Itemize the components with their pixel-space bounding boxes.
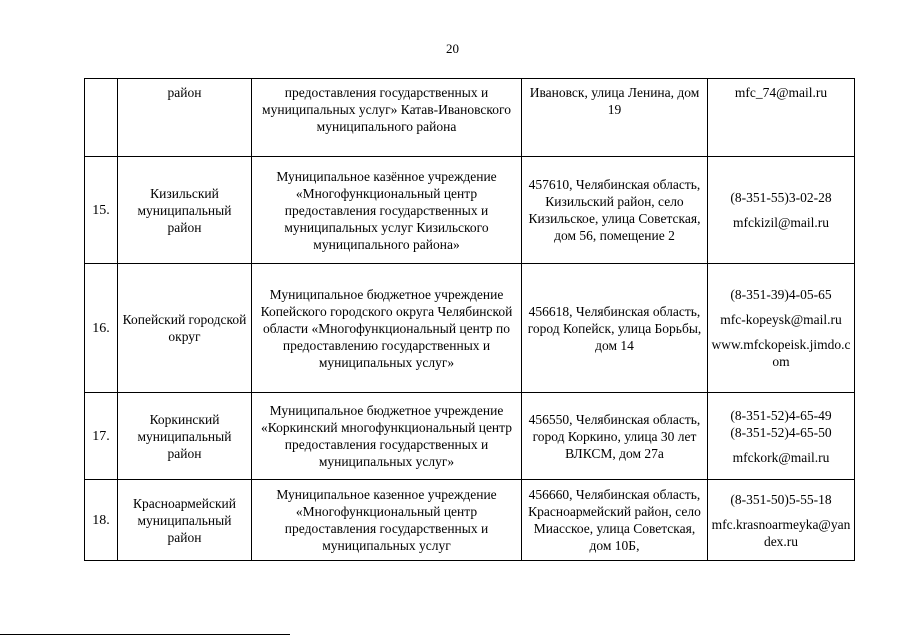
contacts [708, 79, 855, 157]
phone: (8-351-52)4-65-49 [730, 407, 832, 423]
address: Ивановск, улица Ленина, дом 19 [522, 79, 708, 157]
contacts [708, 393, 855, 480]
table-row [85, 393, 855, 480]
phone: (8-351-52)4-65-50 [730, 424, 832, 440]
table-row [85, 480, 855, 561]
district-name: Коркинский муниципальный район [118, 393, 252, 480]
row-number [85, 79, 118, 157]
table-row [85, 79, 855, 157]
address: 457610, Челябинская область, Кизильский район, село Кизильское, улица Советская, дом 56, помещение 2 [522, 157, 708, 264]
address: 456660, Челябинская область, Красноармейский район, село Миасское, улица Советская, дом 10Б, [522, 480, 708, 561]
email: mfc-kopeysk@mail.ru [720, 312, 842, 327]
page-number: 20 [446, 41, 459, 56]
phone: (8-351-39)4-05-65 [730, 287, 832, 302]
email: mfc_74@mail.ru [734, 85, 828, 100]
contacts [708, 157, 855, 264]
contacts [708, 264, 855, 393]
organization-name: Муниципальное казённое учреждение «Многофункциональный центр предоставления государственных и муниципальных услуг Кизильского муниципального района» [252, 157, 522, 264]
organization-name: Муниципальное бюджетное учреждение «Коркинский многофункциональный центр предоставления государственных и муниципальных услуг» [252, 393, 522, 480]
row-number: 17. [85, 393, 118, 480]
table-row [85, 264, 855, 393]
website: www.mfckopeisk.jimdo.com [711, 337, 851, 369]
district-name: Красноармейский муниципальный район [118, 480, 252, 561]
district-name: Копейский городской округ [118, 264, 252, 393]
district-name: район [118, 79, 252, 157]
email: mfckizil@mail.ru [732, 215, 830, 230]
address: 456618, Челябинская область, город Копейск, улица Борьбы, дом 14 [522, 264, 708, 393]
district-name: Кизильский муниципальный район [118, 157, 252, 264]
table-row [85, 157, 855, 264]
address: 456550, Челябинская область, город Коркино, улица 30 лет ВЛКСМ, дом 27а [522, 393, 708, 480]
organization-name: Муниципальное бюджетное учреждение Копейского городского округа Челябинской области «Многофункциональный центр по предоставлению государственных и муниципальных услуг» [252, 264, 522, 393]
row-number: 16. [85, 264, 118, 393]
row-number: 15. [85, 157, 118, 264]
organization-name: Муниципальное казенное учреждение «Многофункциональный центр предоставления государственных и муниципальных услуг [252, 480, 522, 561]
footer-rule [0, 634, 290, 635]
email: mfc.krasnoarmeyka@yandex.ru [711, 516, 851, 549]
phone: (8-351-50)5-55-18 [730, 491, 832, 507]
organization-name: предоставления государственных и муниципальных услуг» Катав-Ивановского муниципального района [252, 79, 522, 157]
email: mfckork@mail.ru [732, 449, 830, 465]
mfc-registry-table [84, 78, 855, 561]
row-number: 18. [85, 480, 118, 561]
phone: (8-351-55)3-02-28 [730, 190, 832, 205]
contacts [708, 480, 855, 561]
